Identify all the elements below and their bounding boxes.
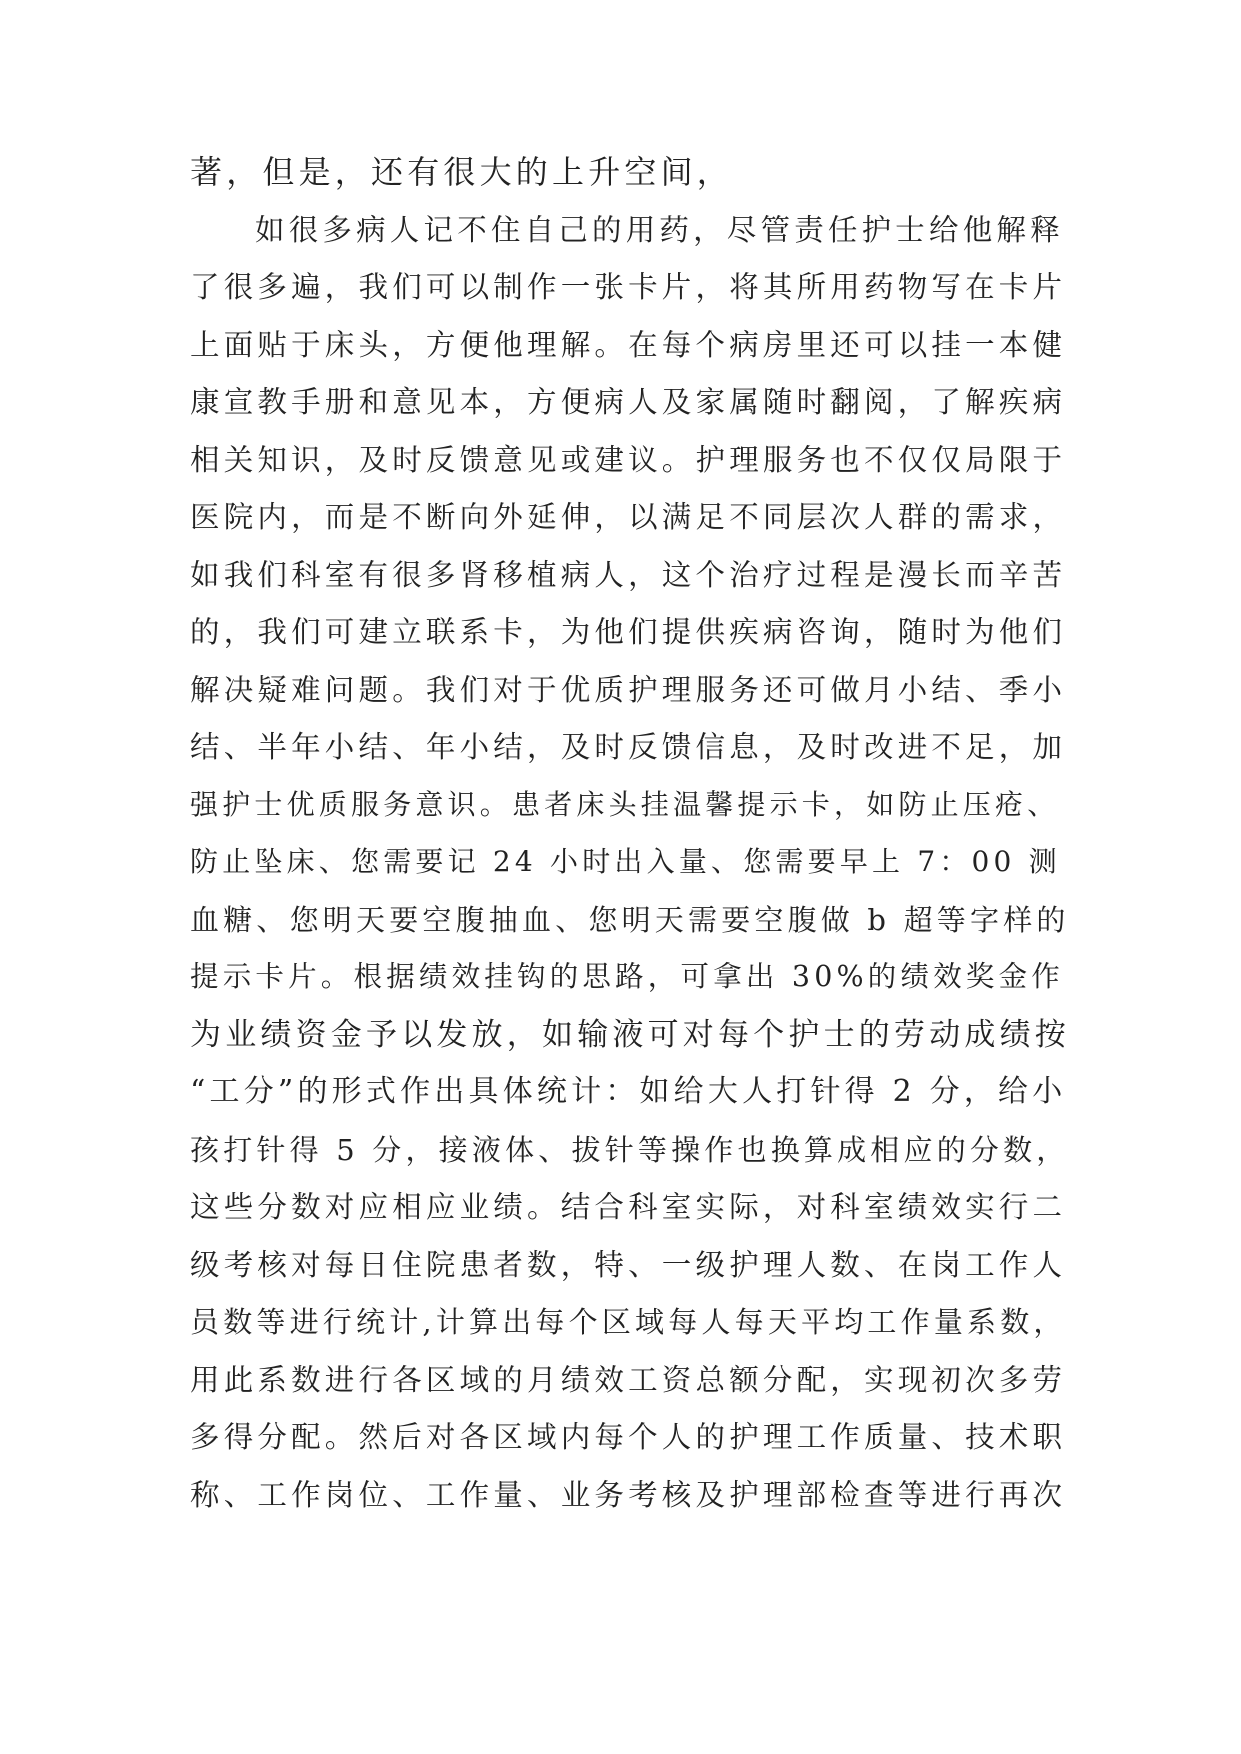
text-line: 员数等进行统计,计算出每个区域每人每天平均工作量系数， xyxy=(190,1305,1067,1339)
text-line: 强护士优质服务意识。患者床头挂温馨提示卡，如防止压疮、 xyxy=(190,788,1060,821)
text-line: 上面贴于床头，方便他理解。在每个病房里还可以挂一本健 xyxy=(190,328,1067,362)
text-line: 多得分配。然后对各区域内每个人的护理工作质量、技术职 xyxy=(190,1420,1067,1454)
text-line: 如我们科室有很多肾移植病人，这个治疗过程是漫长而辛苦 xyxy=(190,558,1067,592)
text-line: 如很多病人记不住自己的用药，尽管责任护士给他解释 xyxy=(255,213,1064,247)
text-line: 孩打针得 5 分，接液体、拔针等操作也换算成相应的分数， xyxy=(190,1133,1070,1167)
text-line: 了很多遍，我们可以制作一张卡片，将其所用药物写在卡片 xyxy=(190,270,1067,304)
text-line: 防止坠床、您需要记 24 小时出入量、您需要早上 7：00 测 xyxy=(190,845,1061,878)
text-line: 称、工作岗位、工作量、业务考核及护理部检查等进行再次 xyxy=(190,1478,1067,1512)
text-line: “工分”的形式作出具体统计：如给大人打针得 2 分，给小 xyxy=(190,1074,1067,1109)
text-line: 提示卡片。根据绩效挂钩的思路，可拿出 30%的绩效奖金作 xyxy=(190,960,1065,993)
text-line: 相关知识，及时反馈意见或建议。护理服务也不仅仅局限于 xyxy=(190,443,1067,477)
text-line: 用此系数进行各区域的月绩效工资总额分配，实现初次多劳 xyxy=(190,1363,1067,1397)
text-line: 结、半年小结、年小结，及时反馈信息，及时改进不足，加 xyxy=(190,730,1067,764)
text-line: 这些分数对应相应业绩。结合科室实际，对科室绩效实行二 xyxy=(190,1190,1067,1224)
text-line: 的，我们可建立联系卡，为他们提供疾病咨询，随时为他们 xyxy=(190,615,1067,649)
text-line: 解决疑难问题。我们对于优质护理服务还可做月小结、季小 xyxy=(190,673,1067,707)
text-line: 著，但是，还有很大的上升空间， xyxy=(190,153,734,191)
text-line: 级考核对每日住院患者数，特、一级护理人数、在岗工作人 xyxy=(190,1248,1067,1282)
text-line: 康宣教手册和意见本，方便病人及家属随时翻阅，了解疾病 xyxy=(190,385,1067,419)
text-line: 为业绩资金予以发放，如输液可对每个护士的劳动成绩按 xyxy=(190,1017,1070,1053)
text-line: 医院内，而是不断向外延伸，以满足不同层次人群的需求， xyxy=(190,500,1067,534)
text-line: 血糖、您明天要空腹抽血、您明天需要空腹做 b 超等字样的 xyxy=(190,903,1070,937)
